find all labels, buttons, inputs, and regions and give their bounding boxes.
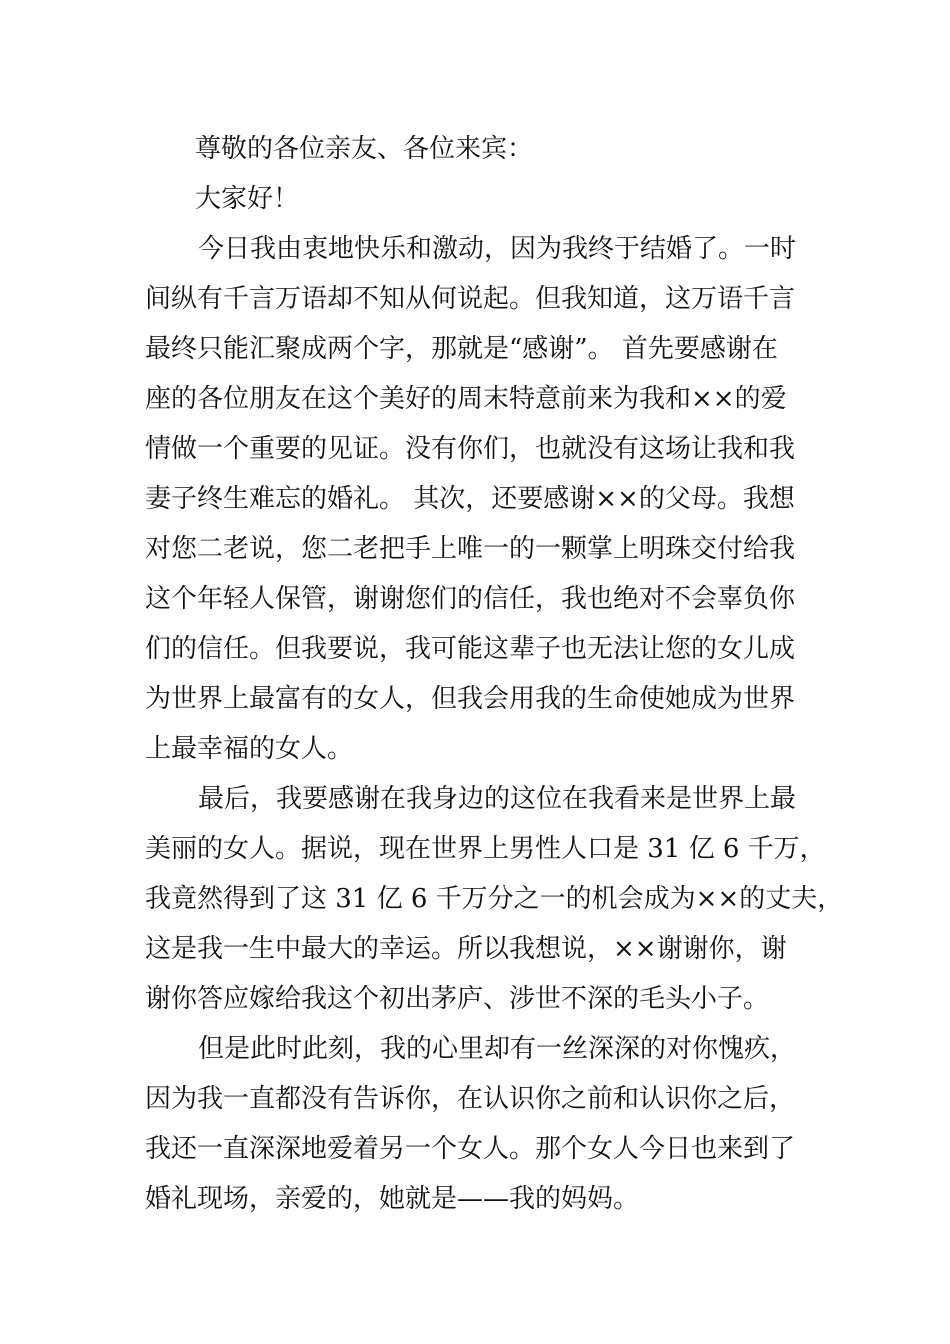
paragraph-1-line: 情做一个重要的见证。没有你们，也就没有这场让我和我 [145,434,796,464]
paragraph-1-line: 们的信任。但我要说，我可能这辈子也无法让您的女儿成 [145,634,796,664]
paragraph-1-line: 座的各位朋友在这个美好的周末特意前来为我和××的爱 [145,384,787,414]
paragraph-1-line: 最终只能汇聚成两个字，那就是“感谢”。 首先要感谢在 [145,334,778,364]
paragraph-1-line: 妻子终生难忘的婚礼。 其次，还要感谢××的父母。我想 [145,484,795,514]
paragraph-3-line: 我还一直深深地爱着另一个女人。那个女人今日也来到了 [145,1134,796,1164]
paragraph-2-line: 我竟然得到了这 31 亿 6 千万分之一的机会成为××的丈夫， [145,884,844,914]
paragraph-1-line: 上最幸福的女人。 [145,734,354,764]
paragraph-1-line: 对您二老说，您二老把手上唯一的一颗掌上明珠交付给我 [145,534,796,564]
paragraph-2-line: 谢你答应嫁给我这个初出茅庐、涉世不深的毛头小子。 [145,984,770,1014]
paragraph-1-line: 这个年轻人保管，谢谢您们的信任，我也绝对不会辜负你 [145,584,796,614]
paragraph-2-line: 这是我一生中最大的幸运。所以我想说，××谢谢你，谢 [145,934,787,964]
greeting: 大家好！ [195,184,300,214]
paragraph-1-line: 今日我由衷地快乐和激动，因为我终于结婚了。一时 [198,234,797,264]
paragraph-3-line: 因为我一直都没有告诉你，在认识你之前和认识你之后， [145,1084,796,1114]
paragraph-1-line: 为世界上最富有的女人，但我会用我的生命使她成为世界 [145,684,796,714]
salutation: 尊敬的各位亲友、各位来宾： [195,134,534,164]
paragraph-3-line: 婚礼现场，亲爱的，她就是——我的妈妈。 [145,1184,640,1214]
paragraph-1-line: 间纵有千言万语却不知从何说起。但我知道，这万语千言 [145,284,796,314]
paragraph-3-line: 但是此时此刻，我的心里却有一丝深深的对你愧疚， [198,1034,797,1064]
paragraph-2-line: 美丽的女人。据说，现在世界上男性人口是 31 亿 6 千万， [145,834,826,864]
paragraph-2-line: 最后，我要感谢在我身边的这位在我看来是世界上最 [198,784,797,814]
